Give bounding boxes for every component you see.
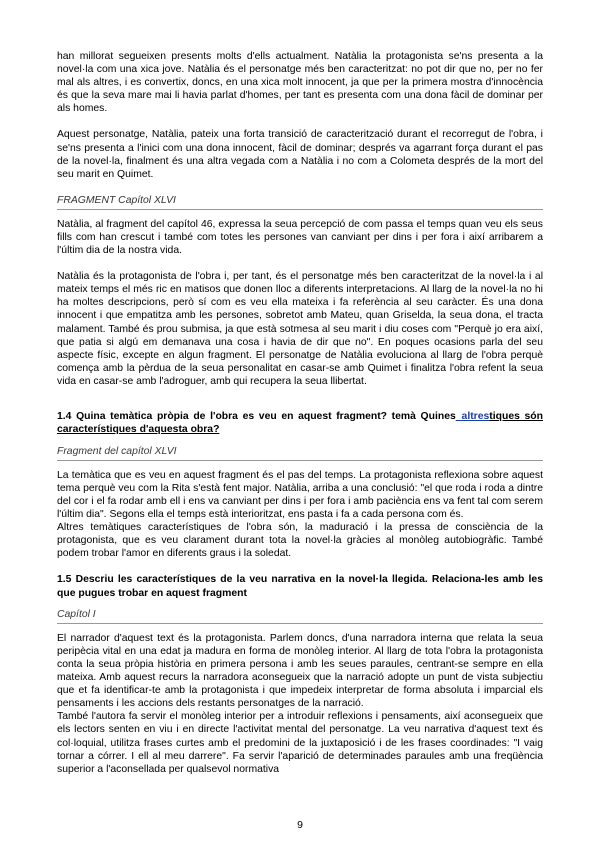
paragraph: La temàtica que es veu en aquest fragment és el pas del temps. La protagonista reflexiona sobre aquest tema perquè veu com la Rita s'està fent major. Natàlia, arriba a una conclusió: "el que roda i roda a dintre del cor i el fa rodar amb ell i ens va canviant per dins i per fora i amb paciència ens va fent tal com serem l'últim dia". Segons ella el temps està interioritzat, ens pasta i fa a cada persona com és. xyxy=(57,469,543,520)
paragraph: Natàlia és la protagonista de l'obra i, per tant, és el personatge més ben caracteritzat de la novel·la i al mateix temps el més ric en matisos que donen lloc a diferents interpretacions. Al llarg de la novel·la no hi ha moltes descripcions, però sí com es veu ella mateixa i fa referència al seu caràcter. És una dona innocent i que empatitza amb les persones, sobretot amb Mateu, quan Griselda, la seua dona, el tracta malament. També és prou submisa, ja que està sotmesa al seu marit i diu coses com "Perquè jo era així, que patia si algú em demanava una cosa i havia de dir que no". En poques ocasions parla del seu aspecte físic, excepte en algun fragment. El personatge de Natàlia evoluciona al llarg de l'obra perquè comença amb la pèrdua de la seua personalitat en casar-se amb Quimet i finalitza l'obra refent la seua vida en casar-se amb l'adroguer, amb qui recupera la seua llibertat. xyxy=(57,271,543,387)
paragraph: Aquest personatge, Natàlia, pateix una forta transició de caracterització durant el recorregut de l'obra, i se'ns presenta a l'inici com una dona innocent, fàcil de dominar; després va agarrant força durant el pas de la novel·la, finalment és una altra vegada com a Natàlia i no com a Colometa després de la mort del seu marit en Quimet. xyxy=(57,129,543,180)
paragraph: El narrador d'aquest text és la protagonista. Parlem doncs, d'una narradora interna que relata la seua peripècia vital en una edat ja madura en forma de monòleg interior. Al llarg de tota l'obra la protagonista conta la seua pròpia història en primera persona i amb les seues paraules, centrant-se sempre en ella mateixa. Amb aquest recurs la narradora aconsegueix que la narració adopte un punt de vista subjectiu que et fa identificar-te amb la protagonista i que impedeix interpretar de forma absoluta i imparcial els pensaments i les accions dels restants personatges de la narració. xyxy=(57,632,543,710)
fragment-label: FRAGMENT Capítol XLVI xyxy=(57,194,176,206)
section-heading-1-5: 1.5 Descriu les característiques de la veu narrativa en la novel·la llegida. Relaciona-les amb les que pugues trobar en aquest fragment xyxy=(57,574,543,599)
tracked-change-link[interactable]: _altres xyxy=(455,410,490,422)
paragraph: Altres temàtiques característiques de l'obra són, la maduració i la pressa de consciència de la protagonista, que es veu clarament durant tota la novel·la gràcies al monòleg autobiogràfic. També podem trobar l'amor en diferents graus i la soledat. xyxy=(57,521,543,560)
heading-text: tiques són característiques d'aquesta obra? xyxy=(57,410,543,436)
fragment-label: Fragment del capítol XLVI xyxy=(57,445,177,457)
paragraph: Natàlia, al fragment del capítol 46, expressa la seua percepció de com passa el temps quan veu els seus fills com han crescut i també com totes les persones van canviant per dins i per fora i així arribarem a l'últim dia de la nostra vida. xyxy=(57,218,543,257)
paragraph: També l'autora fa servir el monòleg interior per a introduir reflexions i pensaments, així aconsegueix que els lectors senten en viu i en directe l'activitat mental del personatge. La veu narrativa d'aquest text és col·loquial, utilitza frases curtes amb el predomini de la juxtaposició i de les frases coordinades: "I vaig tornar a córrer. I ell al meu darrere". Fa servir l'aparició de determinades paraules amb una freqüència superior a l'aconsellada per qualsevol normativa xyxy=(57,711,543,775)
paragraph: han millorat segueixen presents molts d'ells actualment. Natàlia la protagonista se'ns presenta a la novel·la com una xica jove. Natàlia és el personatge més ben caracteritzat: no pot dir que no, per no fer mal als altres, i es convertix, doncs, en una xica molt innocent, ja que per la primera mostra d'innocència és que la seva mare mai li havia parlat d'homes, per tant es presenta com una dona fàcil de dominar per als homes. xyxy=(57,51,543,115)
fragment-label: Capítol I xyxy=(57,608,96,620)
document-body xyxy=(57,50,543,776)
heading-text: 1.4 Quina temàtica pròpia de l'obra es veu en aquest fragment? temà Quines xyxy=(57,410,456,422)
page-number: 9 xyxy=(297,819,303,831)
section-heading-1-4 xyxy=(57,410,543,437)
